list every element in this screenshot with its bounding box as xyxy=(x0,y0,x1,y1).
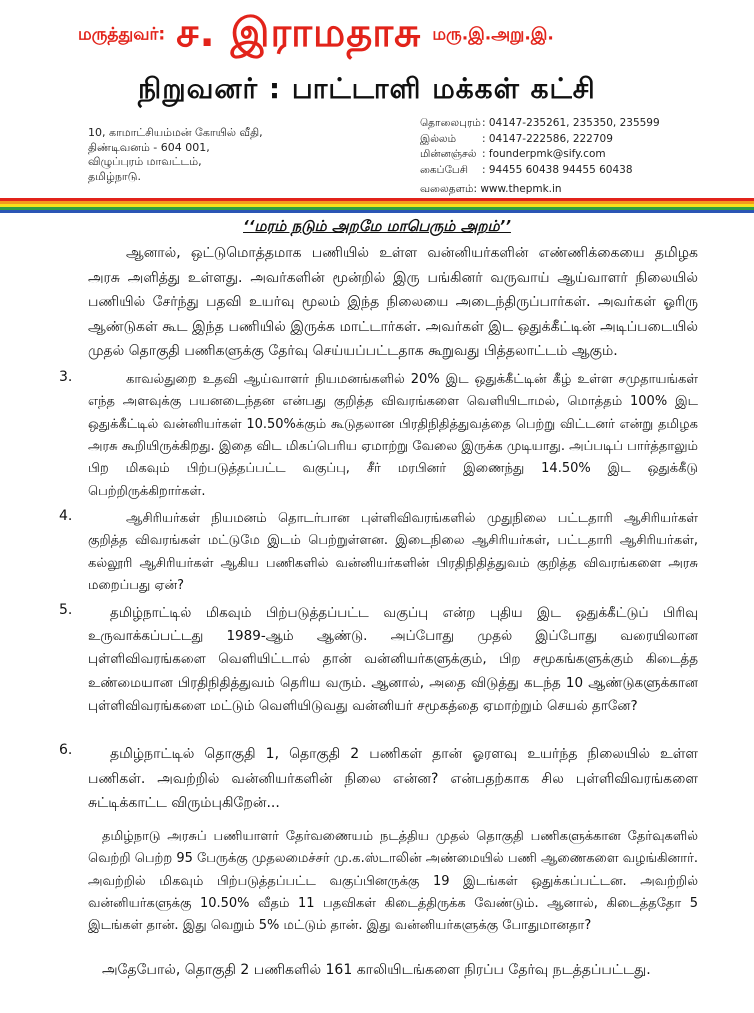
website: வலைதளம்: www.thepmk.in xyxy=(420,183,562,195)
paragraph: அதேபோல், தொகுதி 2 பணிகளில் 161 காலியிடங்களை நிரப்ப தேர்வு நடத்தப்பட்டது. xyxy=(102,962,651,978)
letterhead-title xyxy=(78,10,718,61)
title-prefix: மருத்துவர்: xyxy=(78,24,166,45)
contact-label: கைப்பேசி xyxy=(420,163,468,176)
contact-value: : founderpmk@sify.com xyxy=(482,148,606,160)
paragraph: தமிழ்நாடு அரசுப் பணியாளர் தேர்வணையம் நடத்திய முதல் தொகுதி பணிகளுக்கான தேர்வுகளில் வெற்றி பெற்ற 95 பேருக்கு முதலமைச்சர் மு.க.ஸ்டாலின் அண்மையில் பணி ஆணைகளை வழங்கினார். அவற்றில் மிகவும் பிற்படுத்தப்பட்ட வகுப்பினருக்கு 19 இடங்கள் ஒதுக்கப்பட்டன. அவற்றில் வன்னியர்களுக்கு 10.50% வீதம் 11 பதவிகள் கிடைத்திருக்க வேண்டும். ஆனால், கிடைத்ததோ 5 இடங்கள் தான். இது வெறும் 5% மட்டும் தான். இது வன்னியர்களுக்கு போதுமானதா? xyxy=(88,829,698,934)
address-line: திண்டிவனம் - 604 001, xyxy=(88,140,210,154)
contact-value: : 04147-235261, 235350, 235599 xyxy=(482,117,660,129)
address-block xyxy=(88,126,263,184)
contact-label: மின்னஞ்சல் xyxy=(420,148,477,160)
paragraph-number: 3. xyxy=(59,369,73,385)
contact-row xyxy=(420,116,660,132)
contact-block xyxy=(420,116,660,178)
address-line: தமிழ்நாடு. xyxy=(88,169,141,183)
contact-value: : 94455 60438 94455 60438 xyxy=(482,163,633,176)
contact-label: தொலைபுரம் xyxy=(420,117,481,129)
paragraph: தமிழ்நாட்டில் தொகுதி 1, தொகுதி 2 பணிகள் தான் ஓரளவு உயர்ந்த நிலையில் உள்ள பணிகள். அவற்றில் வன்னியர்களின் நிலை என்ன? என்பதற்காக சில புள்ளிவிவரங்களை சுட்டிக்காட்ட விரும்புகிறேன்... xyxy=(88,746,698,811)
paragraph: காவல்துறை உதவி ஆய்வாளர் நியமனங்களில் 20% இட ஒதுக்கீட்டின் கீழ் உள்ள சமுதாயங்கள் எந்த அளவுக்கு பயனடைந்தன என்பது குறித்த விவரங்களை வெளியிடாமல், மொத்தம் 100% இட ஒதுக்கீட்டில் வன்னியர்கள் 10.50%க்கும் கூடுதலான பிரதிநிதித்துவத்தை பெற்று விட்டனர் என்று தமிழக அரசு கூறியிருக்கிறது. இதை விட மிகப்பெரிய ஏமாற்று வேலை இருக்க முடியாது. அப்படிப் பார்த்தாலும் பிற மிகவும் பிற்படுத்தப்பட்ட வகுப்பு, சீர் மரபினர் இணைந்து 14.50% இட ஒதுக்கீடு பெற்றிருக்கிறார்கள். xyxy=(88,372,698,499)
title-name: ச. இராமதாசு xyxy=(176,10,422,56)
contact-row xyxy=(420,147,660,163)
paragraph-number: 4. xyxy=(59,508,73,524)
paragraph: ஆனால், ஒட்டுமொத்தமாக பணியில் உள்ள வன்னியர்களின் எண்ணிக்கையை தமிழக அரசு அளித்து உள்ளது. அவர்களின் மூன்றில் இரு பங்கினர் வருவாய் ஆய்வாளர் நிலையில் பணியில் சேர்ந்து பதவி உயர்வு மூலம் இந்த நிலையை அடைந்திருப்பார்கள். அவர்கள் ஓரிரு ஆண்டுகள் கூட இந்த பணியில் இருக்க மாட்டார்கள். அவர்கள் இட ஒதுக்கீட்டின் அடிப்படையில் முதல் தொகுதி பணிகளுக்கு தேர்வு செய்யப்பட்டதாக கூறுவது பித்தலாட்டம் ஆகும். xyxy=(88,245,698,359)
title-suffix: மரு.இ.அறு.இ. xyxy=(432,24,554,45)
paragraph: தமிழ்நாட்டில் மிகவும் பிற்படுத்தப்பட்ட வகுப்பு என்ற புதிய இட ஒதுக்கீட்டுப் பிரிவு உருவாக்கப்பட்டது 1989-ஆம் ஆண்டு. அப்போது முதல் இப்போது வரையிலான புள்ளிவிவரங்களை வெளியிட்டால் தான் வன்னியர்களுக்கும், பிற சமூகங்களுக்கும் கிடைத்த உண்மையான பிரதிநிதித்துவம் தெரிய வரும். ஆனால், அதை விடுத்து கடந்த 10 ஆண்டுகளுக்கான புள்ளிவிவரங்களை மட்டும் வெளியிடுவது வன்னியர் சமூகத்தை ஏமாற்றும் செயல் தானே? xyxy=(88,605,698,714)
contact-row xyxy=(420,163,660,179)
address-line: விழுப்புரம் மாவட்டம், xyxy=(88,155,202,168)
address-line: 10, காமாட்சியம்மன் கோயில் வீதி, xyxy=(88,126,263,139)
contact-label: இல்லம் xyxy=(420,132,457,145)
motto: ‘‘மரம் நடும் அறமே மாபெரும் அறம்’’ xyxy=(243,217,511,235)
paragraph: ஆசிரியர்கள் நியமனம் தொடர்பான புள்ளிவிவரங்களில் முதுநிலை பட்டதாரி ஆசிரியர்கள் குறித்த விவரங்கள் மட்டுமே இடம் பெற்றுள்ளன. இடைநிலை ஆசிரியர்கள், பட்டதாரி ஆசிரியர்கள், கல்லூரி ஆசிரியர்கள் ஆகிய பணிகளில் வன்னியர்களின் பிரதிநிதித்துவம் குறித்த விவரங்களை அரசு மறைப்பது ஏன்? xyxy=(88,511,698,594)
paragraph-number: 5. xyxy=(59,602,73,618)
founder-line: நிறுவனர் : பாட்டாளி மக்கள் கட்சி xyxy=(138,72,596,105)
contact-value: : 04147-222586, 222709 xyxy=(482,132,613,145)
paragraph-number: 6. xyxy=(59,742,73,758)
contact-row xyxy=(420,132,660,148)
stripe-blue xyxy=(0,210,754,213)
